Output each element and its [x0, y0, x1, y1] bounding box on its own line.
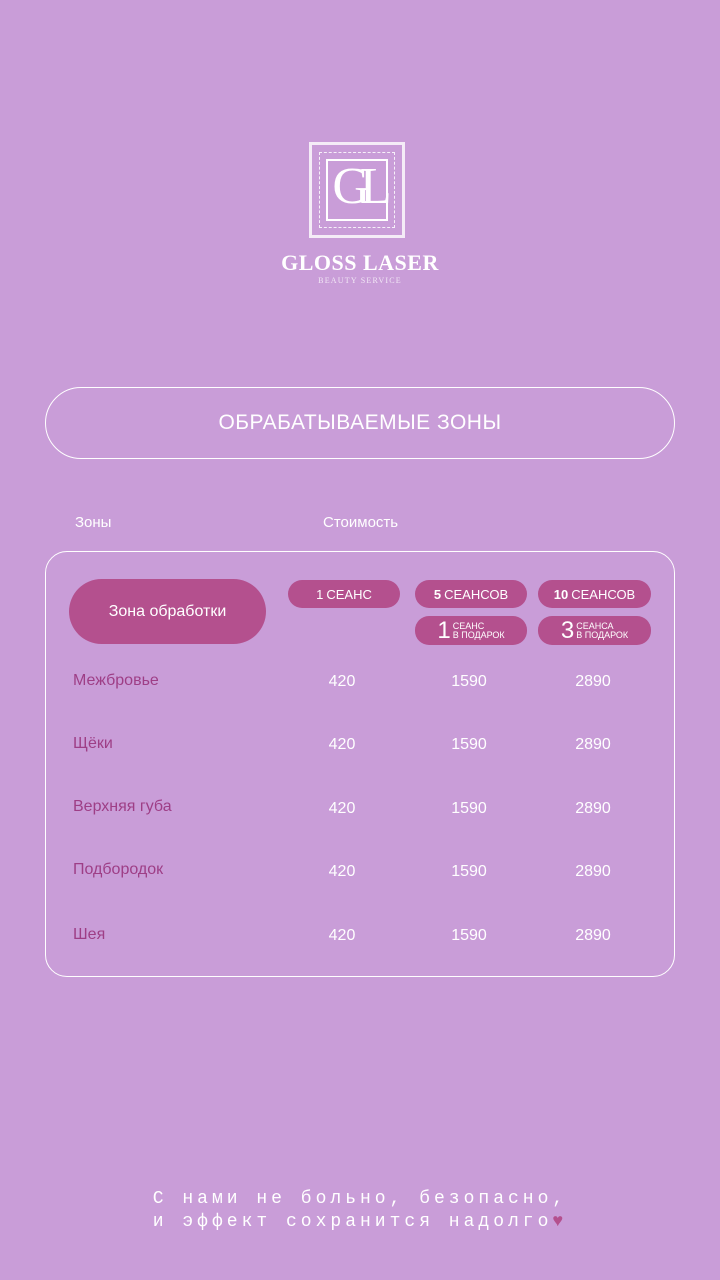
package-5-unit: СЕАНСОВ [444, 586, 509, 602]
gift-3-line1: СЕАНСА [576, 620, 614, 631]
price-5-sessions: 1590 [451, 736, 487, 753]
price-5-sessions: 1590 [451, 863, 487, 880]
gift-1-pill [415, 616, 527, 645]
package-1-pill [288, 580, 400, 608]
price-10-sessions: 2890 [575, 800, 611, 817]
price-1-session: 420 [328, 736, 356, 753]
gift-1-line1: СЕАНС [452, 620, 485, 631]
brand-subtitle: BEAUTY SERVICE [318, 276, 402, 285]
price-1-session: 420 [328, 673, 356, 690]
gift-3-line2: В ПОДАРОК [576, 629, 629, 640]
zone-name: Межбровье [73, 672, 159, 689]
logo-monogram: GL [332, 158, 382, 215]
price-1-session: 420 [328, 927, 356, 944]
price-5-sessions: 1590 [451, 927, 487, 944]
price-10-sessions: 2890 [575, 927, 611, 944]
brand-name: GLOSS LASER [281, 250, 439, 275]
package-10-pill [538, 580, 651, 608]
zone-name: Шея [73, 926, 106, 943]
package-1-unit: СЕАНС [326, 586, 372, 602]
price-5-sessions: 1590 [451, 800, 487, 817]
package-5-pill [415, 580, 527, 608]
package-1-count: 1 [316, 586, 324, 602]
gift-1-count: 1 [437, 616, 451, 644]
zone-header-pill [69, 579, 266, 644]
footer-line-1: С нами не больно, безопасно, [152, 1189, 568, 1209]
zone-name: Подбородок [73, 861, 164, 878]
price-5-sessions: 1590 [451, 673, 487, 690]
package-10-count: 10 [553, 586, 569, 602]
zone-name: Щёки [73, 735, 113, 752]
gift-3-count: 3 [560, 616, 575, 644]
zones-column-label: Зоны [75, 514, 112, 531]
gift-3-pill [538, 616, 651, 645]
price-10-sessions: 2890 [575, 673, 611, 690]
section-title-text: ОБРАБАТЫВАЕМЫЕ ЗОНЫ [218, 411, 502, 434]
price-1-session: 420 [328, 863, 356, 880]
price-1-session: 420 [328, 800, 356, 817]
package-5-count: 5 [433, 586, 442, 602]
section-title [45, 387, 675, 459]
package-10-unit: СЕАНСОВ [571, 586, 636, 602]
price-10-sessions: 2890 [575, 863, 611, 880]
heart-icon: ♥ [552, 1212, 568, 1232]
price-10-sessions: 2890 [575, 736, 611, 753]
footer-line-2-text: и эффект сохранится надолго [152, 1212, 553, 1232]
price-column-label: Стоимость [323, 514, 399, 531]
footer-line-2 [0, 1212, 720, 1232]
gift-1-line2: В ПОДАРОК [452, 629, 505, 640]
zone-header-label: Зона обработки [108, 602, 227, 620]
zone-name: Верхняя губа [73, 798, 172, 815]
